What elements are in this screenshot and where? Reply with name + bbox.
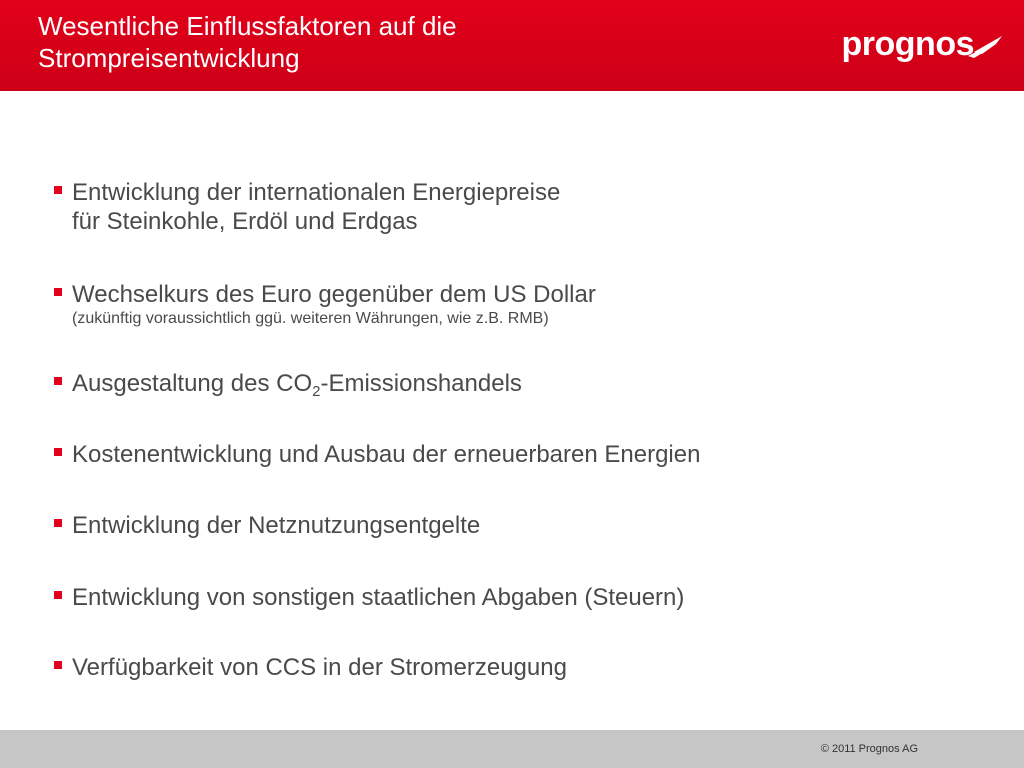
- bullet-text-post: -Emissionshandels: [320, 370, 522, 397]
- bullet-subtext: (zukünftig voraussichtlich ggü. weiteren Währungen, wie z.B. RMB): [72, 310, 549, 327]
- bullet-item: [54, 280, 954, 329]
- bullet-square-icon: [54, 186, 62, 194]
- header-bar: [0, 0, 1024, 91]
- bullet-text-continuation: für Steinkohle, Erdöl und Erdgas: [72, 208, 418, 235]
- bullet-item: [54, 653, 954, 682]
- bullet-item: [54, 178, 954, 236]
- bullet-square-icon: [54, 591, 62, 599]
- copyright-text: © 2011 Prognos AG: [820, 743, 918, 755]
- bullet-item: [54, 440, 954, 469]
- bullet-item: [54, 369, 954, 398]
- bullet-text: Verfügbarkeit von CCS in der Stromerzeugung: [72, 654, 567, 681]
- bullet-text-subscript: 2: [312, 383, 321, 400]
- bullet-text: Entwicklung der internationalen Energiepreise: [72, 179, 561, 206]
- bullet-square-icon: [54, 288, 62, 296]
- bullet-item: [54, 583, 954, 612]
- footer-bar: [0, 730, 1024, 768]
- bullet-text-pre: Ausgestaltung des CO: [72, 370, 313, 397]
- bullet-square-icon: [54, 448, 62, 456]
- bullet-square-icon: [54, 377, 62, 385]
- slide-title: [38, 10, 738, 74]
- bullet-square-icon: [54, 519, 62, 527]
- bullet-text: [72, 369, 954, 398]
- bullet-text: Wechselkurs des Euro gegenüber dem US Dollar: [72, 281, 596, 308]
- logo-text: prognos: [841, 25, 974, 63]
- slide-title-line-2: Strompreisentwicklung: [38, 43, 300, 73]
- bullet-item: [54, 511, 954, 540]
- slide-title-line-1: Wesentliche Einflussfaktoren auf die: [38, 11, 457, 41]
- logo-swoosh-icon: [968, 32, 1004, 58]
- prognos-logo: [842, 24, 1004, 64]
- bullet-text: Entwicklung von sonstigen staatlichen Abgaben (Steuern): [72, 584, 685, 611]
- bullet-text: Kostenentwicklung und Ausbau der erneuerbaren Energien: [72, 441, 701, 468]
- bullet-square-icon: [54, 661, 62, 669]
- bullet-text: Entwicklung der Netznutzungsentgelte: [72, 512, 481, 539]
- bullet-list: [54, 178, 954, 682]
